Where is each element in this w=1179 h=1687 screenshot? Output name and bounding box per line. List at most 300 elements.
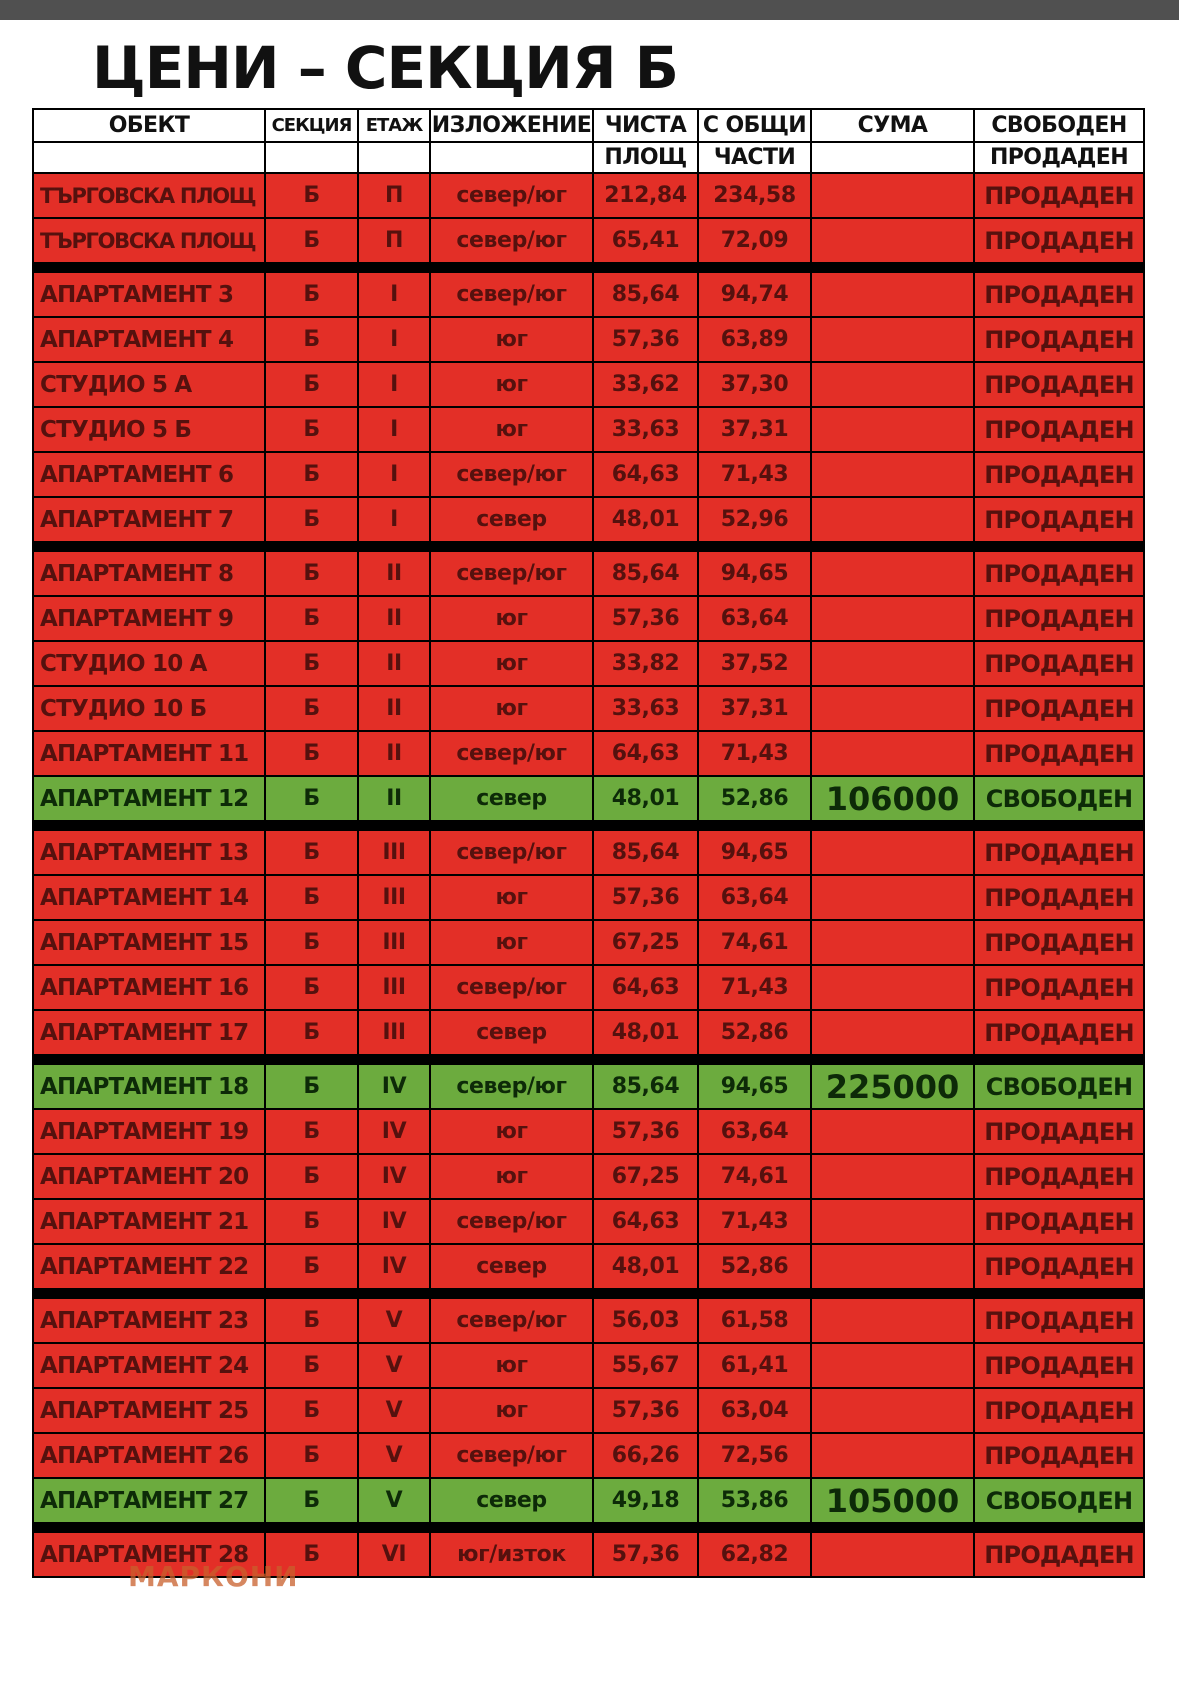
section-cell: Б: [265, 776, 358, 821]
net-area-cell: 65,41: [593, 218, 698, 263]
net-area-cell: 64,63: [593, 731, 698, 776]
price-cell: [811, 407, 974, 452]
total-area-cell: 37,31: [698, 407, 811, 452]
floor-cell: III: [358, 1010, 430, 1055]
object-name-cell: АПАРТАМЕНТ 6: [33, 452, 265, 497]
floor-cell: I: [358, 452, 430, 497]
total-area-cell: 62,82: [698, 1532, 811, 1577]
price-cell: [811, 686, 974, 731]
status-cell: ПРОДАДЕН: [974, 1199, 1144, 1244]
orientation-cell: север: [430, 497, 593, 542]
object-name-cell: АПАРТАМЕНТ 7: [33, 497, 265, 542]
orientation-cell: юг: [430, 596, 593, 641]
floor-cell: II: [358, 731, 430, 776]
section-cell: Б: [265, 641, 358, 686]
status-cell: ПРОДАДЕН: [974, 272, 1144, 317]
status-cell: ПРОДАДЕН: [974, 551, 1144, 596]
price-cell: [811, 218, 974, 263]
net-area-cell: 33,63: [593, 407, 698, 452]
separator-bar: [33, 1523, 1144, 1532]
floor-cell: IV: [358, 1154, 430, 1199]
section-cell: Б: [265, 1064, 358, 1109]
total-area-cell: 52,86: [698, 776, 811, 821]
net-area-cell: 33,82: [593, 641, 698, 686]
table-row: [33, 1064, 1144, 1109]
orientation-cell: юг: [430, 686, 593, 731]
object-name-cell: АПАРТАМЕНТ 14: [33, 875, 265, 920]
object-name-cell: АПАРТАМЕНТ 11: [33, 731, 265, 776]
table-row: [33, 551, 1144, 596]
floor-cell: III: [358, 875, 430, 920]
orientation-cell: север: [430, 1478, 593, 1523]
group-separator: [33, 542, 1144, 551]
floor-cell: I: [358, 272, 430, 317]
total-area-cell: 61,41: [698, 1343, 811, 1388]
section-cell: Б: [265, 1532, 358, 1577]
total-area-cell: 74,61: [698, 1154, 811, 1199]
object-name-cell: АПАРТАМЕНТ 26: [33, 1433, 265, 1478]
group-separator: [33, 263, 1144, 272]
object-name-cell: АПАРТАМЕНТ 19: [33, 1109, 265, 1154]
orientation-cell: север/юг: [430, 1298, 593, 1343]
net-area-cell: 64,63: [593, 1199, 698, 1244]
floor-cell: II: [358, 596, 430, 641]
floor-cell: II: [358, 641, 430, 686]
status-cell: СВОБОДЕН: [974, 1478, 1144, 1523]
orientation-cell: север/юг: [430, 731, 593, 776]
col-subheader-price: [811, 142, 974, 173]
price-cell: [811, 1010, 974, 1055]
group-separator: [33, 821, 1144, 830]
table-row: [33, 1154, 1144, 1199]
orientation-cell: север/юг: [430, 965, 593, 1010]
section-cell: Б: [265, 407, 358, 452]
table-row: [33, 1478, 1144, 1523]
net-area-cell: 85,64: [593, 272, 698, 317]
floor-cell: III: [358, 965, 430, 1010]
price-cell: [811, 551, 974, 596]
floor-cell: V: [358, 1433, 430, 1478]
table-row: [33, 1343, 1144, 1388]
total-area-cell: 63,89: [698, 317, 811, 362]
floor-cell: V: [358, 1388, 430, 1433]
section-cell: Б: [265, 452, 358, 497]
col-subheader-floor: [358, 142, 430, 173]
col-header-floor: ЕТАЖ: [358, 109, 430, 142]
price-cell: [811, 272, 974, 317]
col-subheader-orientation: [430, 142, 593, 173]
status-cell: ПРОДАДЕН: [974, 596, 1144, 641]
price-cell: [811, 1433, 974, 1478]
object-name-cell: АПАРТАМЕНТ 28: [33, 1532, 265, 1577]
table-row: [33, 452, 1144, 497]
col-header-total-area: С ОБЩИ: [698, 109, 811, 142]
group-separator: [33, 1055, 1144, 1064]
status-cell: ПРОДАДЕН: [974, 317, 1144, 362]
orientation-cell: север/юг: [430, 551, 593, 596]
price-cell: [811, 641, 974, 686]
net-area-cell: 57,36: [593, 1532, 698, 1577]
table-row: [33, 686, 1144, 731]
net-area-cell: 48,01: [593, 776, 698, 821]
price-cell: [811, 1109, 974, 1154]
price-cell: [811, 1199, 974, 1244]
total-area-cell: 72,09: [698, 218, 811, 263]
table-row: [33, 1109, 1144, 1154]
price-cell: [811, 596, 974, 641]
floor-cell: II: [358, 551, 430, 596]
section-cell: Б: [265, 551, 358, 596]
total-area-cell: 63,64: [698, 1109, 811, 1154]
object-name-cell: СТУДИО 10 А: [33, 641, 265, 686]
table-row: [33, 641, 1144, 686]
price-cell: [811, 317, 974, 362]
section-cell: Б: [265, 830, 358, 875]
table-row: [33, 497, 1144, 542]
orientation-cell: север/юг: [430, 452, 593, 497]
floor-cell: III: [358, 830, 430, 875]
price-cell: 225000: [811, 1064, 974, 1109]
orientation-cell: юг/изток: [430, 1532, 593, 1577]
table-row: [33, 407, 1144, 452]
net-area-cell: 85,64: [593, 1064, 698, 1109]
object-name-cell: ТЪРГОВСКА ПЛОЩ: [33, 218, 265, 263]
orientation-cell: юг: [430, 407, 593, 452]
separator-bar: [33, 1289, 1144, 1298]
net-area-cell: 64,63: [593, 965, 698, 1010]
status-cell: ПРОДАДЕН: [974, 1010, 1144, 1055]
group-separator: [33, 1289, 1144, 1298]
col-subheader-total-area: ЧАСТИ: [698, 142, 811, 173]
section-cell: Б: [265, 218, 358, 263]
table-body: [33, 173, 1144, 1577]
status-cell: ПРОДАДЕН: [974, 641, 1144, 686]
page-title: ЦЕНИ – СЕКЦИЯ Б: [92, 34, 678, 102]
status-cell: ПРОДАДЕН: [974, 965, 1144, 1010]
object-name-cell: АПАРТАМЕНТ 4: [33, 317, 265, 362]
orientation-cell: юг: [430, 1343, 593, 1388]
orientation-cell: север/юг: [430, 1199, 593, 1244]
total-area-cell: 37,31: [698, 686, 811, 731]
price-cell: [811, 1388, 974, 1433]
table-row: [33, 1298, 1144, 1343]
status-cell: ПРОДАДЕН: [974, 1532, 1144, 1577]
section-cell: Б: [265, 362, 358, 407]
object-name-cell: СТУДИО 5 А: [33, 362, 265, 407]
table-row: [33, 173, 1144, 218]
total-area-cell: 63,04: [698, 1388, 811, 1433]
total-area-cell: 53,86: [698, 1478, 811, 1523]
object-name-cell: АПАРТАМЕНТ 3: [33, 272, 265, 317]
net-area-cell: 48,01: [593, 497, 698, 542]
orientation-cell: юг: [430, 362, 593, 407]
net-area-cell: 33,62: [593, 362, 698, 407]
col-subheader-object: [33, 142, 265, 173]
status-cell: ПРОДАДЕН: [974, 452, 1144, 497]
table-header: [33, 109, 1144, 173]
section-cell: Б: [265, 965, 358, 1010]
section-cell: Б: [265, 173, 358, 218]
section-cell: Б: [265, 686, 358, 731]
table-row: [33, 776, 1144, 821]
table-row: [33, 596, 1144, 641]
section-cell: Б: [265, 1154, 358, 1199]
col-header-price: СУМА: [811, 109, 974, 142]
section-cell: Б: [265, 1109, 358, 1154]
table-row: [33, 965, 1144, 1010]
section-cell: Б: [265, 1478, 358, 1523]
separator-bar: [33, 1055, 1144, 1064]
orientation-cell: север: [430, 1010, 593, 1055]
table-row: [33, 272, 1144, 317]
price-table: [32, 108, 1145, 1578]
price-cell: [811, 452, 974, 497]
floor-cell: П: [358, 173, 430, 218]
col-subheader-net-area: ПЛОЩ: [593, 142, 698, 173]
object-name-cell: АПАРТАМЕНТ 12: [33, 776, 265, 821]
table-row: [33, 1199, 1144, 1244]
price-cell: [811, 731, 974, 776]
status-cell: ПРОДАДЕН: [974, 1154, 1144, 1199]
price-cell: 106000: [811, 776, 974, 821]
net-area-cell: 57,36: [593, 317, 698, 362]
price-cell: [811, 1154, 974, 1199]
total-area-cell: 37,30: [698, 362, 811, 407]
total-area-cell: 63,64: [698, 596, 811, 641]
separator-bar: [33, 821, 1144, 830]
price-cell: [811, 497, 974, 542]
object-name-cell: АПАРТАМЕНТ 16: [33, 965, 265, 1010]
net-area-cell: 67,25: [593, 920, 698, 965]
object-name-cell: АПАРТАМЕНТ 18: [33, 1064, 265, 1109]
orientation-cell: север: [430, 776, 593, 821]
orientation-cell: север/юг: [430, 218, 593, 263]
status-cell: СВОБОДЕН: [974, 1064, 1144, 1109]
net-area-cell: 49,18: [593, 1478, 698, 1523]
section-cell: Б: [265, 1244, 358, 1289]
price-cell: [811, 965, 974, 1010]
col-header-orientation: ИЗЛОЖЕНИЕ: [430, 109, 593, 142]
total-area-cell: 52,96: [698, 497, 811, 542]
price-cell: [811, 920, 974, 965]
col-subheader-section: [265, 142, 358, 173]
col-header-status: СВОБОДЕН: [974, 109, 1144, 142]
table-row: [33, 731, 1144, 776]
orientation-cell: юг: [430, 1388, 593, 1433]
section-cell: Б: [265, 497, 358, 542]
orientation-cell: север/юг: [430, 830, 593, 875]
status-cell: ПРОДАДЕН: [974, 1433, 1144, 1478]
table-row: [33, 920, 1144, 965]
table-row: [33, 362, 1144, 407]
orientation-cell: север/юг: [430, 173, 593, 218]
total-area-cell: 71,43: [698, 731, 811, 776]
total-area-cell: 37,52: [698, 641, 811, 686]
net-area-cell: 212,84: [593, 173, 698, 218]
status-cell: ПРОДАДЕН: [974, 407, 1144, 452]
status-cell: ПРОДАДЕН: [974, 731, 1144, 776]
total-area-cell: 94,65: [698, 1064, 811, 1109]
separator-bar: [33, 542, 1144, 551]
price-cell: [811, 1244, 974, 1289]
net-area-cell: 57,36: [593, 596, 698, 641]
net-area-cell: 57,36: [593, 1109, 698, 1154]
object-name-cell: АПАРТАМЕНТ 23: [33, 1298, 265, 1343]
table-row: [33, 875, 1144, 920]
group-separator: [33, 1523, 1144, 1532]
net-area-cell: 56,03: [593, 1298, 698, 1343]
section-cell: Б: [265, 1298, 358, 1343]
floor-cell: IV: [358, 1109, 430, 1154]
status-cell: ПРОДАДЕН: [974, 173, 1144, 218]
floor-cell: I: [358, 497, 430, 542]
section-cell: Б: [265, 1199, 358, 1244]
orientation-cell: север/юг: [430, 272, 593, 317]
table-row: [33, 1388, 1144, 1433]
col-header-net-area: ЧИСТА: [593, 109, 698, 142]
floor-cell: III: [358, 920, 430, 965]
total-area-cell: 63,64: [698, 875, 811, 920]
status-cell: ПРОДАДЕН: [974, 218, 1144, 263]
floor-cell: II: [358, 776, 430, 821]
orientation-cell: юг: [430, 317, 593, 362]
total-area-cell: 71,43: [698, 452, 811, 497]
status-cell: ПРОДАДЕН: [974, 1244, 1144, 1289]
status-cell: ПРОДАДЕН: [974, 920, 1144, 965]
floor-cell: I: [358, 407, 430, 452]
net-area-cell: 64,63: [593, 452, 698, 497]
price-cell: [811, 362, 974, 407]
total-area-cell: 72,56: [698, 1433, 811, 1478]
table-row: [33, 218, 1144, 263]
net-area-cell: 48,01: [593, 1244, 698, 1289]
floor-cell: I: [358, 362, 430, 407]
object-name-cell: АПАРТАМЕНТ 17: [33, 1010, 265, 1055]
section-cell: Б: [265, 1010, 358, 1055]
total-area-cell: 234,58: [698, 173, 811, 218]
section-cell: Б: [265, 272, 358, 317]
floor-cell: IV: [358, 1199, 430, 1244]
price-cell: [811, 173, 974, 218]
object-name-cell: АПАРТАМЕНТ 24: [33, 1343, 265, 1388]
section-cell: Б: [265, 596, 358, 641]
object-name-cell: АПАРТАМЕНТ 15: [33, 920, 265, 965]
object-name-cell: АПАРТАМЕНТ 22: [33, 1244, 265, 1289]
object-name-cell: АПАРТАМЕНТ 21: [33, 1199, 265, 1244]
net-area-cell: 67,25: [593, 1154, 698, 1199]
table-row: [33, 830, 1144, 875]
object-name-cell: АПАРТАМЕНТ 8: [33, 551, 265, 596]
section-cell: Б: [265, 1388, 358, 1433]
floor-cell: П: [358, 218, 430, 263]
object-name-cell: СТУДИО 10 Б: [33, 686, 265, 731]
total-area-cell: 52,86: [698, 1244, 811, 1289]
floor-cell: VI: [358, 1532, 430, 1577]
status-cell: СВОБОДЕН: [974, 776, 1144, 821]
orientation-cell: север/юг: [430, 1433, 593, 1478]
table-row: [33, 1433, 1144, 1478]
total-area-cell: 52,86: [698, 1010, 811, 1055]
object-name-cell: АПАРТАМЕНТ 25: [33, 1388, 265, 1433]
status-cell: ПРОДАДЕН: [974, 830, 1144, 875]
status-cell: ПРОДАДЕН: [974, 1109, 1144, 1154]
orientation-cell: юг: [430, 1109, 593, 1154]
table-row: [33, 1244, 1144, 1289]
status-cell: ПРОДАДЕН: [974, 1343, 1144, 1388]
col-header-section: СЕКЦИЯ: [265, 109, 358, 142]
total-area-cell: 61,58: [698, 1298, 811, 1343]
orientation-cell: юг: [430, 641, 593, 686]
floor-cell: V: [358, 1478, 430, 1523]
floor-cell: V: [358, 1343, 430, 1388]
col-header-object: ОБЕКТ: [33, 109, 265, 142]
object-name-cell: ТЪРГОВСКА ПЛОЩ: [33, 173, 265, 218]
object-name-cell: СТУДИО 5 Б: [33, 407, 265, 452]
orientation-cell: юг: [430, 875, 593, 920]
total-area-cell: 71,43: [698, 1199, 811, 1244]
orientation-cell: север: [430, 1244, 593, 1289]
floor-cell: IV: [358, 1064, 430, 1109]
object-name-cell: АПАРТАМЕНТ 20: [33, 1154, 265, 1199]
total-area-cell: 71,43: [698, 965, 811, 1010]
total-area-cell: 74,61: [698, 920, 811, 965]
total-area-cell: 94,74: [698, 272, 811, 317]
status-cell: ПРОДАДЕН: [974, 1388, 1144, 1433]
net-area-cell: 48,01: [593, 1010, 698, 1055]
orientation-cell: юг: [430, 1154, 593, 1199]
net-area-cell: 85,64: [593, 830, 698, 875]
object-name-cell: АПАРТАМЕНТ 13: [33, 830, 265, 875]
net-area-cell: 85,64: [593, 551, 698, 596]
status-cell: ПРОДАДЕН: [974, 1298, 1144, 1343]
floor-cell: II: [358, 686, 430, 731]
price-cell: [811, 1532, 974, 1577]
net-area-cell: 57,36: [593, 1388, 698, 1433]
status-cell: ПРОДАДЕН: [974, 875, 1144, 920]
section-cell: Б: [265, 731, 358, 776]
price-cell: [811, 875, 974, 920]
orientation-cell: юг: [430, 920, 593, 965]
floor-cell: I: [358, 317, 430, 362]
status-cell: ПРОДАДЕН: [974, 362, 1144, 407]
object-name-cell: АПАРТАМЕНТ 27: [33, 1478, 265, 1523]
net-area-cell: 66,26: [593, 1433, 698, 1478]
orientation-cell: север/юг: [430, 1064, 593, 1109]
object-name-cell: АПАРТАМЕНТ 9: [33, 596, 265, 641]
total-area-cell: 94,65: [698, 830, 811, 875]
net-area-cell: 57,36: [593, 875, 698, 920]
section-cell: Б: [265, 875, 358, 920]
table-row: [33, 1010, 1144, 1055]
section-cell: Б: [265, 317, 358, 362]
net-area-cell: 55,67: [593, 1343, 698, 1388]
watermark: МАРКОНИ: [128, 1560, 299, 1593]
section-cell: Б: [265, 920, 358, 965]
col-subheader-status: ПРОДАДЕН: [974, 142, 1144, 173]
table-row: [33, 317, 1144, 362]
floor-cell: IV: [358, 1244, 430, 1289]
floor-cell: V: [358, 1298, 430, 1343]
price-cell: [811, 830, 974, 875]
separator-bar: [33, 263, 1144, 272]
price-cell: [811, 1298, 974, 1343]
section-cell: Б: [265, 1433, 358, 1478]
price-cell: 105000: [811, 1478, 974, 1523]
price-cell: [811, 1343, 974, 1388]
section-cell: Б: [265, 1343, 358, 1388]
status-cell: ПРОДАДЕН: [974, 497, 1144, 542]
top-bar: [0, 0, 1179, 20]
